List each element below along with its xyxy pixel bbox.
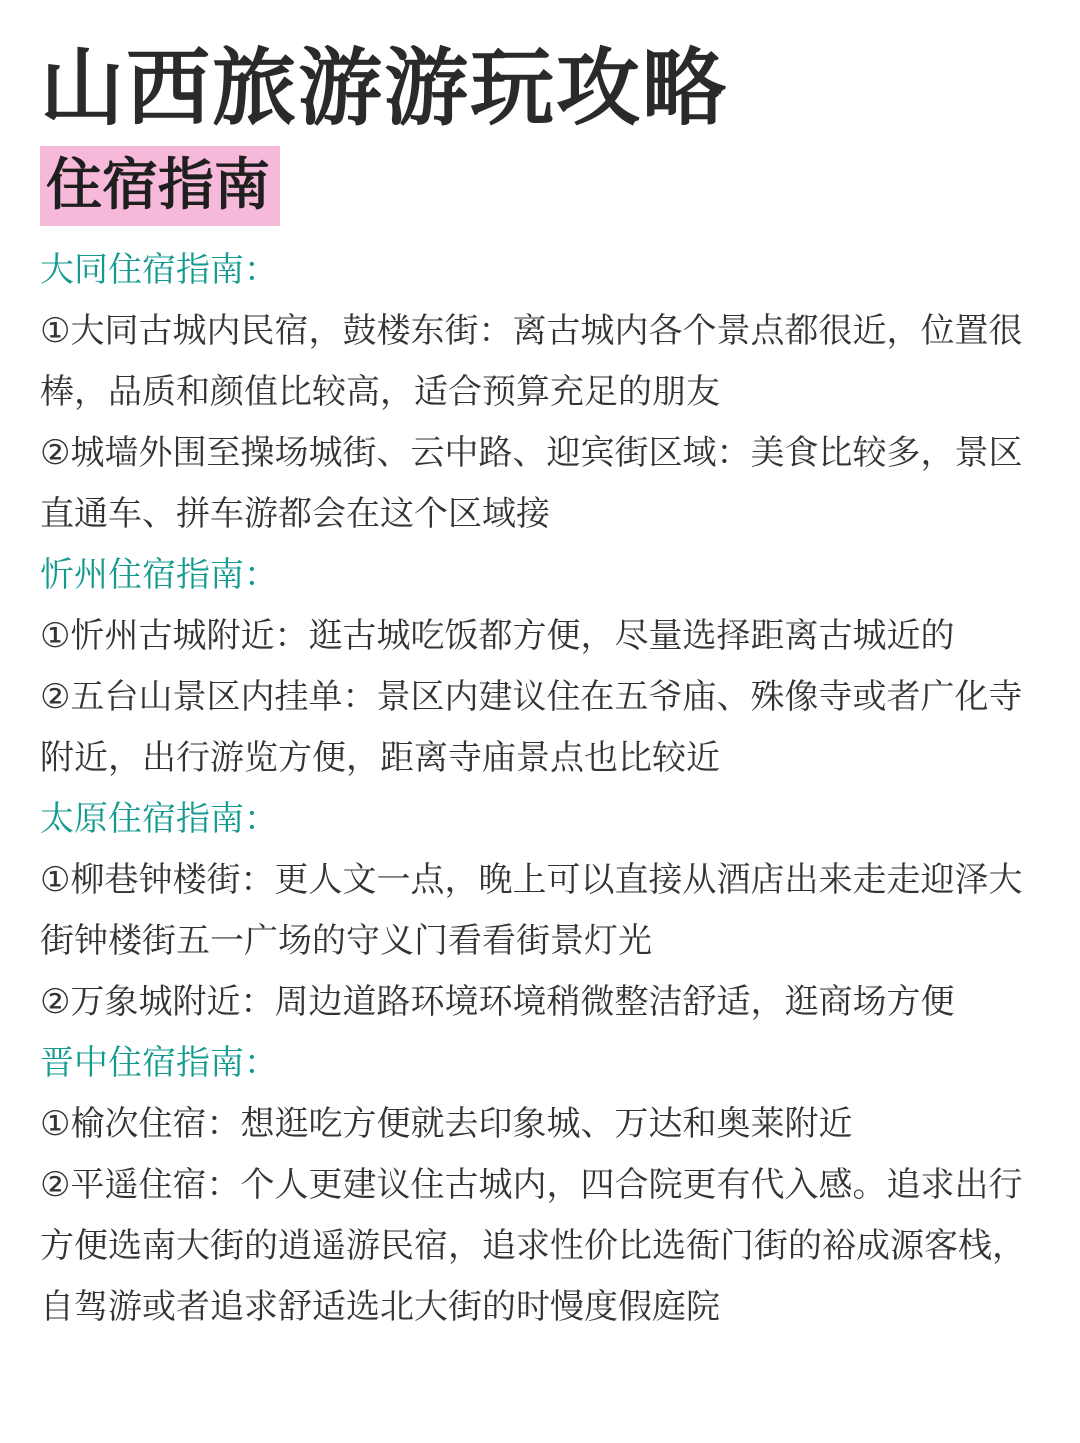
list-item: ①榆次住宿：想逛吃方便就去印象城、万达和奥莱附近 [40, 1104, 853, 1144]
section-heading: 晋中住宿指南： [40, 1043, 278, 1083]
page-title: 山西旅游游玩攻略 [40, 39, 729, 137]
section-heading: 大同住宿指南： [40, 250, 278, 290]
section-taiyuan [40, 789, 1040, 1033]
list-item: ①忻州古城附近：逛古城吃饭都方便，尽量选择距离古城近的 [40, 616, 955, 656]
list-item: ②五台山景区内挂单：景区内建议住在五爷庙、殊像寺或者广化寺附近，出行游览方便，距离寺庙景点也比较近 [40, 677, 1023, 778]
list-item: ②万象城附近：周边道路环境环境稍微整洁舒适，逛商场方便 [40, 982, 955, 1022]
list-item: ①柳巷钟楼街：更人文一点，晚上可以直接从酒店出来走走迎泽大街钟楼街五一广场的守义门看看街景灯光 [40, 860, 1023, 961]
section-xinzhou [40, 545, 1040, 789]
list-item: ②城墙外围至操场城街、云中路、迎宾街区域：美食比较多，景区直通车、拼车游都会在这个区域接 [40, 433, 1023, 534]
sections [40, 240, 1040, 1338]
section-heading: 忻州住宿指南： [40, 555, 278, 595]
list-item: ②平遥住宿：个人更建议住古城内，四合院更有代入感。追求出行方便选南大街的逍遥游民宿，追求性价比选衙门街的裕成源客栈，自驾游或者追求舒适选北大街的时慢度假庭院 [40, 1165, 1026, 1327]
subtitle-wrap [40, 146, 1040, 226]
subtitle-highlight: 住宿指南 [40, 146, 280, 226]
section-datong [40, 240, 1040, 545]
list-item: ①大同古城内民宿，鼓楼东街：离古城内各个景点都很近，位置很棒，品质和颜值比较高，适合预算充足的朋友 [40, 311, 1023, 412]
section-jinzhong [40, 1033, 1040, 1338]
section-heading: 太原住宿指南： [40, 799, 278, 839]
